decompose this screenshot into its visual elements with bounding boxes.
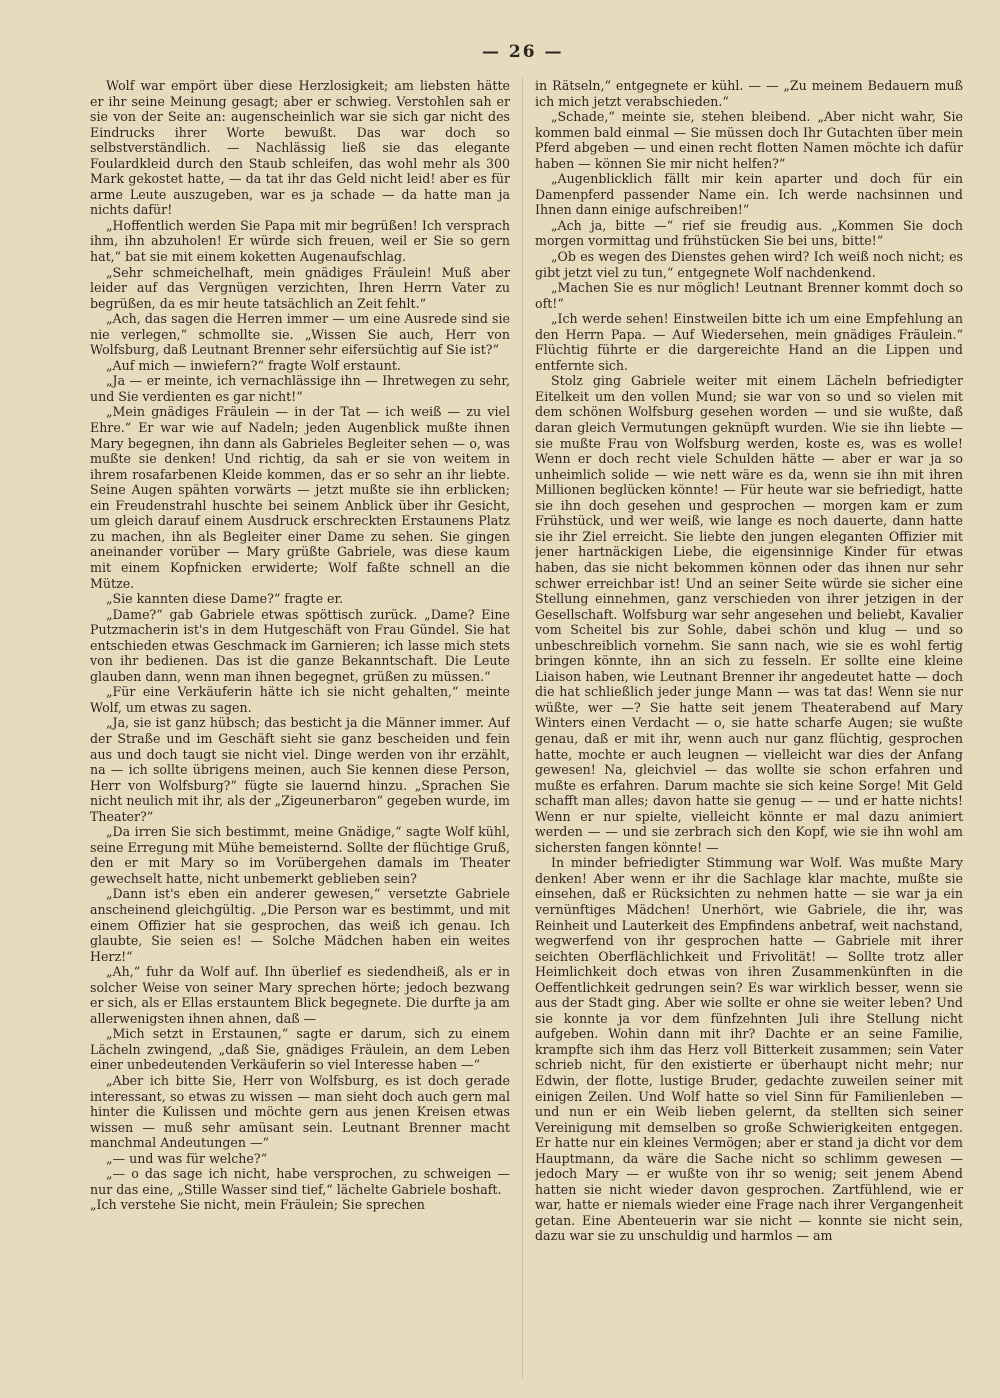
paragraph: „— o das sage ich nicht, habe versprochen, zu schweigen — nur das eine, „Stille Wasser sind tief,“ lächelte Gabriele boshaft.: [90, 1166, 510, 1197]
paragraph: Stolz ging Gabriele weiter mit einem Lächeln befriedigter Eitelkeit um den vollen Mund; sie war von so und so vielen mit dem schönen Wolfsburg gesehen worden — und sie wußte, daß daran gleich Vermutungen geknüpft wurden. Wie sie ihn liebte — sie mußte Frau von Wolfsburg werden, koste es, was es wolle! Wenn er doch recht viele Schulden hätte — aber er war ja so unheimlich solide — wie nett wäre es da, wenn sie ihn mit ihren Millionen beglücken könnte! — Für heute war sie befriedigt, hatte sie ihn doch gesehen und gesprochen — morgen kam er zum Frühstück, und wer weiß, wie lange es noch dauerte, dann hatte sie ihr Ziel erreicht. Sie liebte den jungen eleganten Offizier mit jener hartnäckigen Liebe, die eigensinnige Kinder für etwas haben, das sie nicht bekommen können oder das ihnen nur sehr schwer erreichbar ist! Und an seiner Seite würde sie sicher eine Stellung einnehmen, ganz verschieden von ihrer jetzigen in der Gesellschaft. Wolfsburg war sehr angesehen und beliebt, Kavalier vom Scheitel bis zur Sohle, dabei schön und klug — und so unbeschreiblich vornehm. Sie sann nach, wie sie es wohl fertig bringen könnte, ihn an sich zu fesseln. Er sollte eine kleine Liaison haben, wie Leutnant Brenner ihr angedeutet hatte — doch die hat schließlich jeder junge Mann — was tat das! Wenn sie nur wüßte, wer —? Sie hatte seit jenem Theaterabend auf Mary Winters einen Verdacht — o, sie hatte scharfe Augen; sie wußte genau, daß er mit ihr, wenn auch nur ganz flüchtig, gesprochen hatte, mochte er auch leugnen — vielleicht war dies der Anfang gewesen! Na, gleichviel — das wollte sie schon erfahren und mußte es erfahren. Darum machte sie sich keine Sorge! Mit Geld schafft man alles; davon hatte sie genug — — und er hatte nichts! Wenn er nur spielte, vielleicht könnte er mal dazu animiert werden — — und sie zerbrach sich den Kopf, wie sie ihn wohl am sichersten fangen könnte! —: [535, 373, 963, 855]
paragraph: „Mein gnädiges Fräulein — in der Tat — ich weiß — zu viel Ehre.“ Er war wie auf Nadeln; jeden Augenblick mußte ihnen Mary begegnen, ihn dann als Gabrieles Begleiter sehen — o, was mußte sie denken! Und richtig, da sah er sie von weitem in ihrem rosafarbenen Kleide kommen, das er so sehr an ihr liebte. Seine Augen spähten vorwärts — jetzt mußte sie ihn erblicken; ein Freudenstrahl huschte bei seinem Anblick über ihr Gesicht, um gleich darauf einem Ausdruck erschreckten Erstaunens Platz zu machen, ihn als Begleiter einer Dame zu sehen. Sie gingen aneinander vorüber — Mary grüßte Gabriele, was diese kaum mit einem Kopfnicken erwiderte; Wolf faßte schnell an die Mütze.: [90, 404, 510, 591]
paragraph: „Ah,“ fuhr da Wolf auf. Ihn überlief es siedendheiß, als er in solcher Weise von seiner Mary sprechen hörte; jedoch bezwang er sich, als er Ellas erstauntem Blick begegnete. Die durfte ja am allerwenigsten ihnen ahnen, daß —: [90, 964, 510, 1026]
paragraph: „Für eine Verkäuferin hätte ich sie nicht gehalten,“ meinte Wolf, um etwas zu sagen.: [90, 684, 510, 715]
paragraph: „Mich setzt in Erstaunen,“ sagte er darum, sich zu einem Lächeln zwingend, „daß Sie, gnädiges Fräulein, an dem Leben einer unbedeutenden Verkäuferin so viel Interesse haben —“: [90, 1026, 510, 1073]
paragraph: in Rätseln,“ entgegnete er kühl. — — „Zu meinem Bedauern muß ich mich jetzt verabschieden.“: [535, 78, 963, 109]
paragraph: „Ach, das sagen die Herren immer — um eine Ausrede sind sie nie verlegen,“ schmollte sie. „Wissen Sie auch, Herr von Wolfsburg, daß Leutnant Brenner sehr eifersüchtig auf Sie ist?“: [90, 311, 510, 358]
paragraph: „Aber ich bitte Sie, Herr von Wolfsburg, es ist doch gerade interessant, so etwas zu wissen — man sieht doch auch gern mal hinter die Kulissen und möchte gern aus jenen Kreisen etwas wissen — muß sehr amüsant sein. Leutnant Brenner macht manchmal Andeutungen —“: [90, 1073, 510, 1151]
page-number: — 26 —: [482, 42, 564, 62]
paragraph: „Sie kannten diese Dame?“ fragte er.: [106, 591, 344, 607]
paragraph: „Sehr schmeichelhaft, mein gnädiges Fräulein! Muß aber leider auf das Vergnügen verzichten, Ihren Herrn Vater zu begrüßen, da es mir heute tatsächlich an Zeit fehlt.“: [90, 264, 510, 311]
paragraph: Wolf war empört über diese Herzlosigkeit; am liebsten hätte er ihr seine Meinung gesagt; aber er schwieg. Verstohlen sah er sie von der Seite an: augenscheinlich war sie sich gar nicht des Eindrucks ihrer Worte bewußt. Das war doch so selbstverständlich. — Nachlässig ließ sie das elegante Foulardkleid durch den Staub schleifen, das wohl mehr als 300 Mark gekostet hatte, — da tat ihr das Geld nicht leid! aber es für arme Leute auszugeben, war es ja schade — da hatte man ja nichts dafür!: [90, 78, 510, 218]
paragraph: „Da irren Sie sich bestimmt, meine Gnädige,“ sagte Wolf kühl, seine Erregung mit Mühe bemeisternd. Sollte der flüchtige Gruß, den er mit Mary so im Vorübergehen damals im Theater gewechselt hatte, nicht unbemerkt geblieben sein?: [90, 824, 510, 886]
paragraph: „— und was für welche?“: [106, 1150, 268, 1166]
left-column: [90, 78, 510, 1378]
paragraph: „Ich verstehe Sie nicht, mein Fräulein; Sie sprechen: [90, 1197, 425, 1213]
paragraph: „Machen Sie es nur möglich! Leutnant Brenner kommt doch so oft!“: [535, 280, 963, 311]
right-column: [535, 78, 963, 1378]
paragraph: „Ob es wegen des Dienstes gehen wird? Ich weiß noch nicht; es gibt jetzt viel zu tun,“ entgegnete Wolf nachdenkend.: [535, 249, 963, 280]
paragraph: „Augenblicklich fällt mir kein aparter und doch für ein Damenpferd passender Name ein. Ich werde nachsinnen und Ihnen dann einige aufschreiben!“: [535, 171, 963, 218]
paragraph: „Schade,“ meinte sie, stehen bleibend. „Aber nicht wahr, Sie kommen bald einmal — Sie müssen doch Ihr Gutachten über mein Pferd abgeben — und einen recht flotten Namen möchte ich dafür haben — können Sie mir nicht helfen?“: [535, 109, 963, 171]
paragraph: „Ja, sie ist ganz hübsch; das besticht ja die Männer immer. Auf der Straße und im Geschäft sieht sie ganz bescheiden und fein aus und doch taugt sie nicht viel. Dinge werden von ihr erzählt, na — ich sollte übrigens meinen, auch Sie kennen diese Person, Herr von Wolfsburg?“ fügte sie lauernd hinzu. „Sprachen Sie nicht neulich mit ihr, als der „Zigeunerbaron“ gegeben wurde, im Theater?“: [90, 715, 510, 824]
paragraph: „Hoffentlich werden Sie Papa mit mir begrüßen! Ich versprach ihm, ihn abzuholen! Er würde sich freuen, weil er Sie so gern hat,“ bat sie mit einem koketten Augenaufschlag.: [90, 217, 510, 265]
paragraph: „Dame?“ gab Gabriele etwas spöttisch zurück. „Dame? Eine Putzmacherin ist's in dem Hutgeschäft von Frau Gündel. Sie hat entschieden etwas Geschmack im Garnieren; ich lasse mich stets von ihr bedienen. Das ist die ganze Bekanntschaft. Die Leute glauben dann, wenn man ihnen begegnet, grüßen zu müssen.“: [90, 606, 510, 684]
paragraph: In minder befriedigter Stimmung war Wolf. Was mußte Mary denken! Aber wenn er ihr die Sachlage klar machte, mußte sie einsehen, daß er Rücksichten zu nehmen hatte — sie war ja ein vernünftiges Mädchen! Unerhört, wie Gabriele, die ihr, was Reinheit und Lauterkeit des Empfindens anbetraf, weit nachstand, wegwerfend von ihr gesprochen hatte — Gabriele mit ihrer seichten Oberflächlichkeit und Frivolität! — Sollte trotz aller Heimlichkeit doch etwas von ihren Zusammenkünften in die Oeffentlichkeit gedrungen sein? Es war wirklich besser, wenn sie aus der Stadt ging. Aber wie sollte er ohne sie weiter leben? Und sie konnte ja vor dem fünfzehnten Juli ihre Stellung nicht aufgeben. Wohin dann mit ihr? Dachte er an seine Familie, krampfte sich ihm das Herz voll Bitterkeit zusammen; sein Vater schrieb nicht, für den existierte er überhaupt nicht mehr; nur Edwin, der flotte, lustige Bruder, gedachte zuweilen seiner mit einigen Zeilen. Und Wolf hatte so viel Sinn für Familienleben — und nun er ein Weib lieben gelernt, da stellten sich seiner Vereinigung mit demselben so große Schwierigkeiten entgegen. Er hatte nur ein kleines Vermögen; aber er stand ja dicht vor dem Hauptmann, da wäre die Sache nicht so schlimm gewesen — jedoch Mary — er wußte von ihr so wenig; seit jenem Abend hatten sie nicht wieder davon gesprochen. Zartfühlend, wie er war, hatte er niemals wieder eine Frage nach ihrer Vergangenheit getan. Eine Abenteuerin war sie nicht — konnte sie nicht sein, dazu war sie zu unschuldig und harmlos — am: [535, 855, 963, 1244]
paragraph: „Auf mich — inwiefern?“ fragte Wolf erstaunt.: [106, 357, 401, 373]
paragraph: „Dann ist's eben ein anderer gewesen,“ versetzte Gabriele anscheinend gleichgültig. „Die Person war es bestimmt, und mit einem Offizier hat sie gesprochen, das weiß ich genau. Ich glaubte, Sie seien es! — Solche Mädchen haben ein weites Herz!“: [90, 886, 510, 964]
paragraph: „Ich werde sehen! Einstweilen bitte ich um eine Empfehlung an den Herrn Papa. — Auf Wiedersehen, mein gnädiges Fräulein.“ Flüchtig führte er die dargereichte Hand an die Lippen und entfernte sich.: [535, 311, 963, 373]
column-divider: [522, 78, 523, 1378]
paragraph: „Ja — er meinte, ich vernachlässige ihn — Ihretwegen zu sehr, und Sie verdienten es gar nicht!“: [90, 373, 510, 404]
paragraph: „Ach ja, bitte —“ rief sie freudig aus. „Kommen Sie doch morgen vormittag und frühstücken Sie bei uns, bitte!“: [535, 217, 963, 249]
